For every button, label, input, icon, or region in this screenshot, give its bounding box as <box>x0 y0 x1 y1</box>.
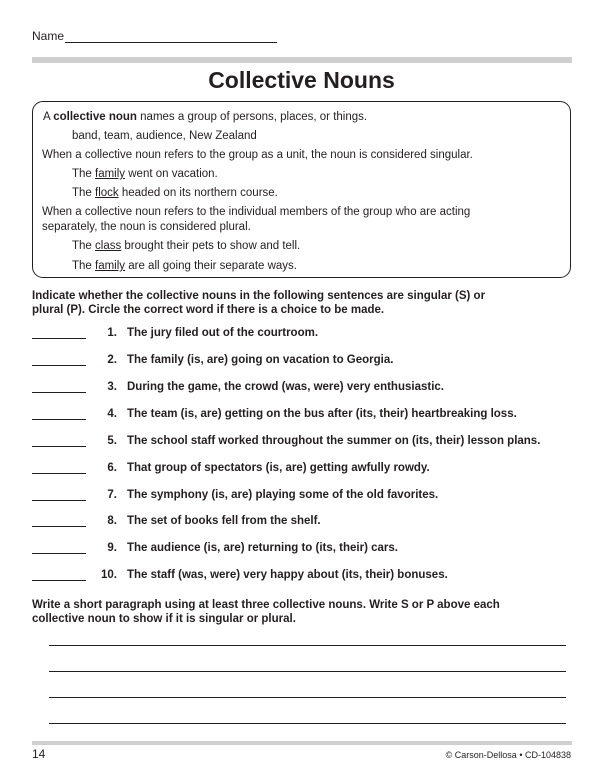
examples: band, team, audience, New Zealand <box>72 130 257 142</box>
item-number: 9. <box>107 542 117 554</box>
name-label: Name <box>32 29 65 43</box>
writing-line[interactable] <box>49 645 566 646</box>
item-number: 2. <box>107 354 117 366</box>
list-item <box>32 352 393 366</box>
definition-rest: names a group of persons, places, or things. <box>136 111 368 123</box>
answer-blank[interactable] <box>32 488 86 501</box>
writing-prompt-line-1: Write a short paragraph using at least three collective nouns. Write S or P above each <box>32 599 500 611</box>
item-number: 8. <box>107 515 117 527</box>
answer-blank[interactable] <box>32 568 86 581</box>
writing-prompt-line-2: collective noun to show if it is singular or plural. <box>32 613 296 625</box>
writing-line[interactable] <box>49 697 566 698</box>
item-number: 3. <box>107 381 117 393</box>
writing-line[interactable] <box>49 671 566 672</box>
list-item <box>32 379 444 393</box>
list-item <box>32 460 430 474</box>
item-sentence: The family (is, are) going on vacation to Georgia. <box>127 354 394 366</box>
list-item <box>32 513 321 527</box>
item-sentence: The audience (is, are) returning to (its, their) cars. <box>127 542 398 554</box>
writing-prompt <box>32 598 572 626</box>
footer-divider <box>32 741 572 745</box>
item-sentence: The set of books fell from the shelf. <box>127 515 321 527</box>
answer-blank[interactable] <box>32 353 86 366</box>
item-sentence: The staff (was, were) very happy about (its, their) bonuses. <box>127 569 448 581</box>
name-field <box>32 29 277 43</box>
definition-prefix: A <box>43 111 54 123</box>
item-sentence: That group of spectators (is, are) getting awfully rowdy. <box>127 462 430 474</box>
answer-blank[interactable] <box>32 380 86 393</box>
item-sentence: The team (is, are) getting on the bus after (its, their) heartbreaking loss. <box>127 408 517 420</box>
directions-line-2: plural (P). Circle the correct word if there is a choice to be made. <box>32 304 385 316</box>
item-number: 4. <box>107 408 117 420</box>
item-number: 5. <box>107 435 117 447</box>
writing-line[interactable] <box>49 723 566 724</box>
item-number: 1. <box>107 327 117 339</box>
list-item <box>32 487 438 501</box>
page-number: 14 <box>32 747 46 761</box>
page-title: Collective Nouns <box>208 67 395 93</box>
singular-example-1: The family went on vacation. <box>72 168 218 180</box>
singular-rule: When a collective noun refers to the group as a unit, the noun is considered singular. <box>42 149 473 161</box>
header-divider <box>32 57 572 63</box>
definition-term: collective noun <box>53 111 137 123</box>
item-sentence: The school staff worked throughout the summer on (its, their) lesson plans. <box>127 435 541 447</box>
plural-example-2: The family are all going their separate ways. <box>72 260 298 272</box>
answer-blank[interactable] <box>32 461 86 474</box>
answer-blank[interactable] <box>32 326 86 339</box>
answer-blank[interactable] <box>32 514 86 527</box>
plural-example-1: The class brought their pets to show and tell. <box>72 240 301 252</box>
list-item <box>32 325 318 339</box>
directions <box>32 289 572 317</box>
list-item <box>32 406 517 420</box>
item-number: 10. <box>101 569 117 581</box>
plural-rule-line-1: When a collective noun refers to the individual members of the group who are acting <box>42 206 471 218</box>
answer-blank[interactable] <box>32 541 86 554</box>
singular-example-2: The flock headed on its northern course. <box>72 187 278 199</box>
answer-blank[interactable] <box>32 407 86 420</box>
item-number: 7. <box>107 489 117 501</box>
item-sentence: During the game, the crowd (was, were) very enthusiastic. <box>127 381 444 393</box>
list-item <box>32 567 448 581</box>
answer-blank[interactable] <box>32 434 86 447</box>
copyright: © Carson-Dellosa • CD-104838 <box>445 750 571 760</box>
list-item <box>32 433 540 447</box>
name-blank-line[interactable] <box>65 29 277 43</box>
item-sentence: The jury filed out of the courtroom. <box>127 327 319 339</box>
item-number: 6. <box>107 462 117 474</box>
directions-line-1: Indicate whether the collective nouns in the following sentences are singular (S) or <box>32 290 486 302</box>
definition <box>43 111 367 124</box>
list-item <box>32 540 398 554</box>
item-sentence: The symphony (is, are) playing some of the old favorites. <box>127 489 439 501</box>
plural-rule-line-2: separately, the noun is considered plural. <box>42 221 251 233</box>
